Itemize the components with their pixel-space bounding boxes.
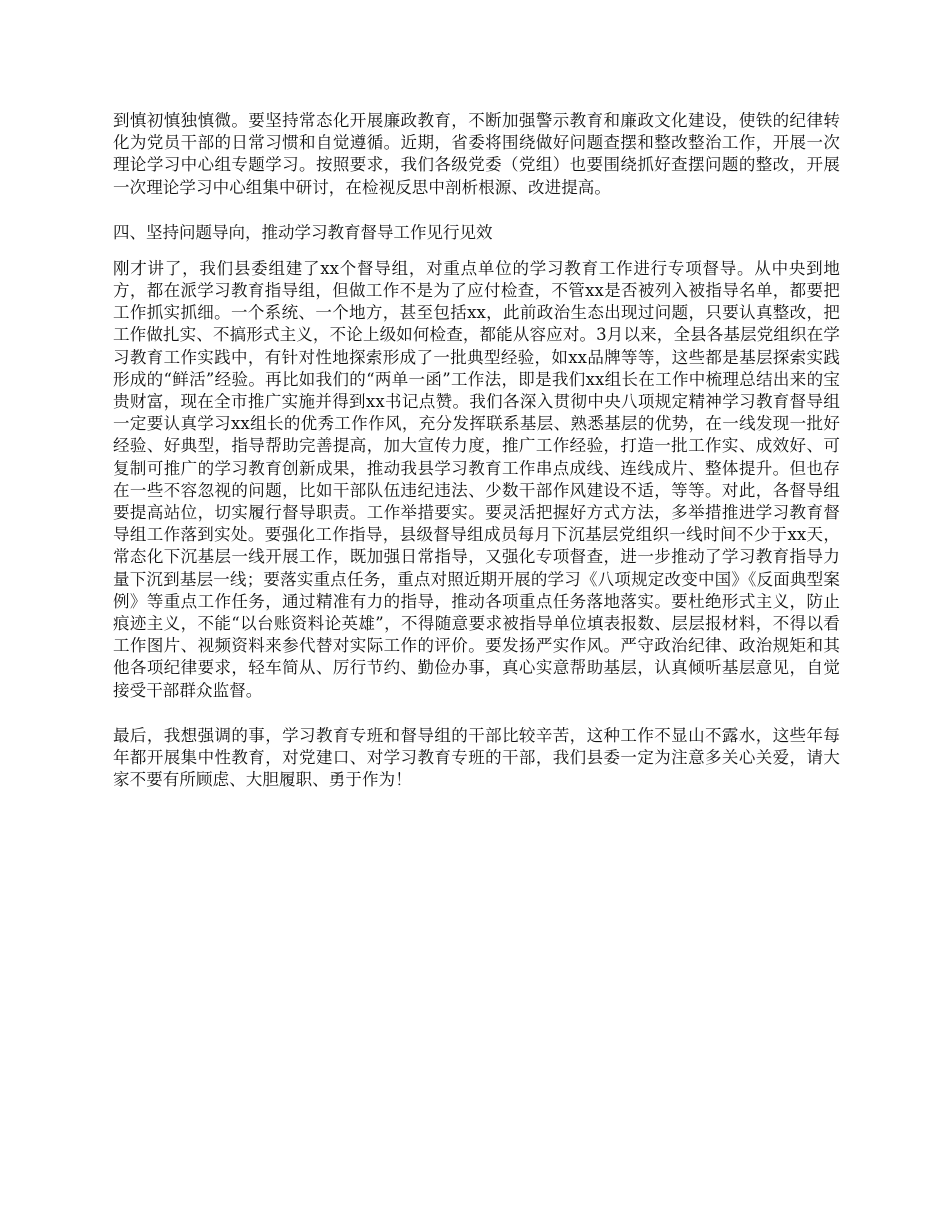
section-heading-4: 四、坚持问题导向，推动学习教育督导工作见行见效 <box>113 222 493 242</box>
paragraph-body: 刚才讲了，我们县委组建了xx个督导组，对重点单位的学习教育工作进行专项督导。从中央到地方，都在派学习教育指导组，但做工作不是为了应付检查，不管xx是否被列入被指导名单，都要把工作抓实抓细。一个系统、一个地方，甚至包括xx，此前政治生态出现过问题，只要认真整改，把工作做扎实、不搞形式主义，不论上级如何检查，都能从容应对。3月以来，全县各基层党组织在学习教育工作实践中，有针对性地探索形成了一批典型经验，如xx品牌等等，这些都是基层探索实践形成的“鲜活”经验。再比如我们的“两单一函”工作法，即是我们xx组长在工作中梳理总结出来的宝贵财富，现在全市推广实施并得到xx书记点赞。我们各深入贯彻中央八项规定精神学习教育督导组一定要认真学习xx组长的优秀工作作风，充分发挥联系基层、熟悉基层的优势，在一线发现一批好经验、好典型，指导帮助完善提高，加大宣传力度，推广工作经验，打造一批工作实、成效好、可复制可推广的学习教育创新成果，推动我县学习教育工作串点成线、连线成片、整体提升。但也存在一些不容忽视的问题，比如干部队伍违纪违法、少数干部作风建设不适，等等。对此，各督导组要提高站位，切实履行督导职责。工作举措要实。要灵活把握好方式方法，多举措推进学习教育督导组工作落到实处。要强化工作指导，县级督导组成员每月下沉基层党组织一线时间不少于xx天，常态化下沉基层一线开展工作，既加强日常指导，又强化专项督查，进一步推动了学习教育指导力量下沉到基层一线；要落实重点任务，重点对照近期开展的学习《八项规定改变中国》《反面典型案例》等重点工作任务，通过精准有力的指导，推动各项重点任务落地落实。要杜绝形式主义，防止痕迹主义，不能“以台账资料论英雄”，不得随意要求被指导单位填表报数、层层报材料，不得以看工作图片、视频资料来参代替对实际工作的评价。要发扬严实作风。严守政治纪律、政治规矩和其他各项纪律要求，轻车简从、厉行节约、勤俭办事，真心实意帮助基层，认真倾听基层意见，自觉接受干部群众监督。 <box>113 258 840 700</box>
document-page <box>113 110 840 814</box>
paragraph-intro: 到慎初慎独慎微。要坚持常态化开展廉政教育，不断加强警示教育和廉政文化建设，使铁的纪律转化为党员干部的日常习惯和自觉遵循。近期，省委将围绕做好问题查摆和整改整治工作，开展一次理论学习中心组专题学习。按照要求，我们各级党委（党组）也要围绕抓好查摆问题的整改，开展一次理论学习中心组集中研讨，在检视反思中剖析根源、改进提高。 <box>113 111 840 197</box>
paragraph-closing: 最后，我想强调的事，学习教育专班和督导组的干部比较辛苦，这种工作不显山不露水，这些年每年都开展集中性教育，对党建口、对学习教育专班的干部，我们县委一定为注意多关心关爱，请大家不要有所顾虑、大胆履职、勇于作为！ <box>113 725 840 790</box>
